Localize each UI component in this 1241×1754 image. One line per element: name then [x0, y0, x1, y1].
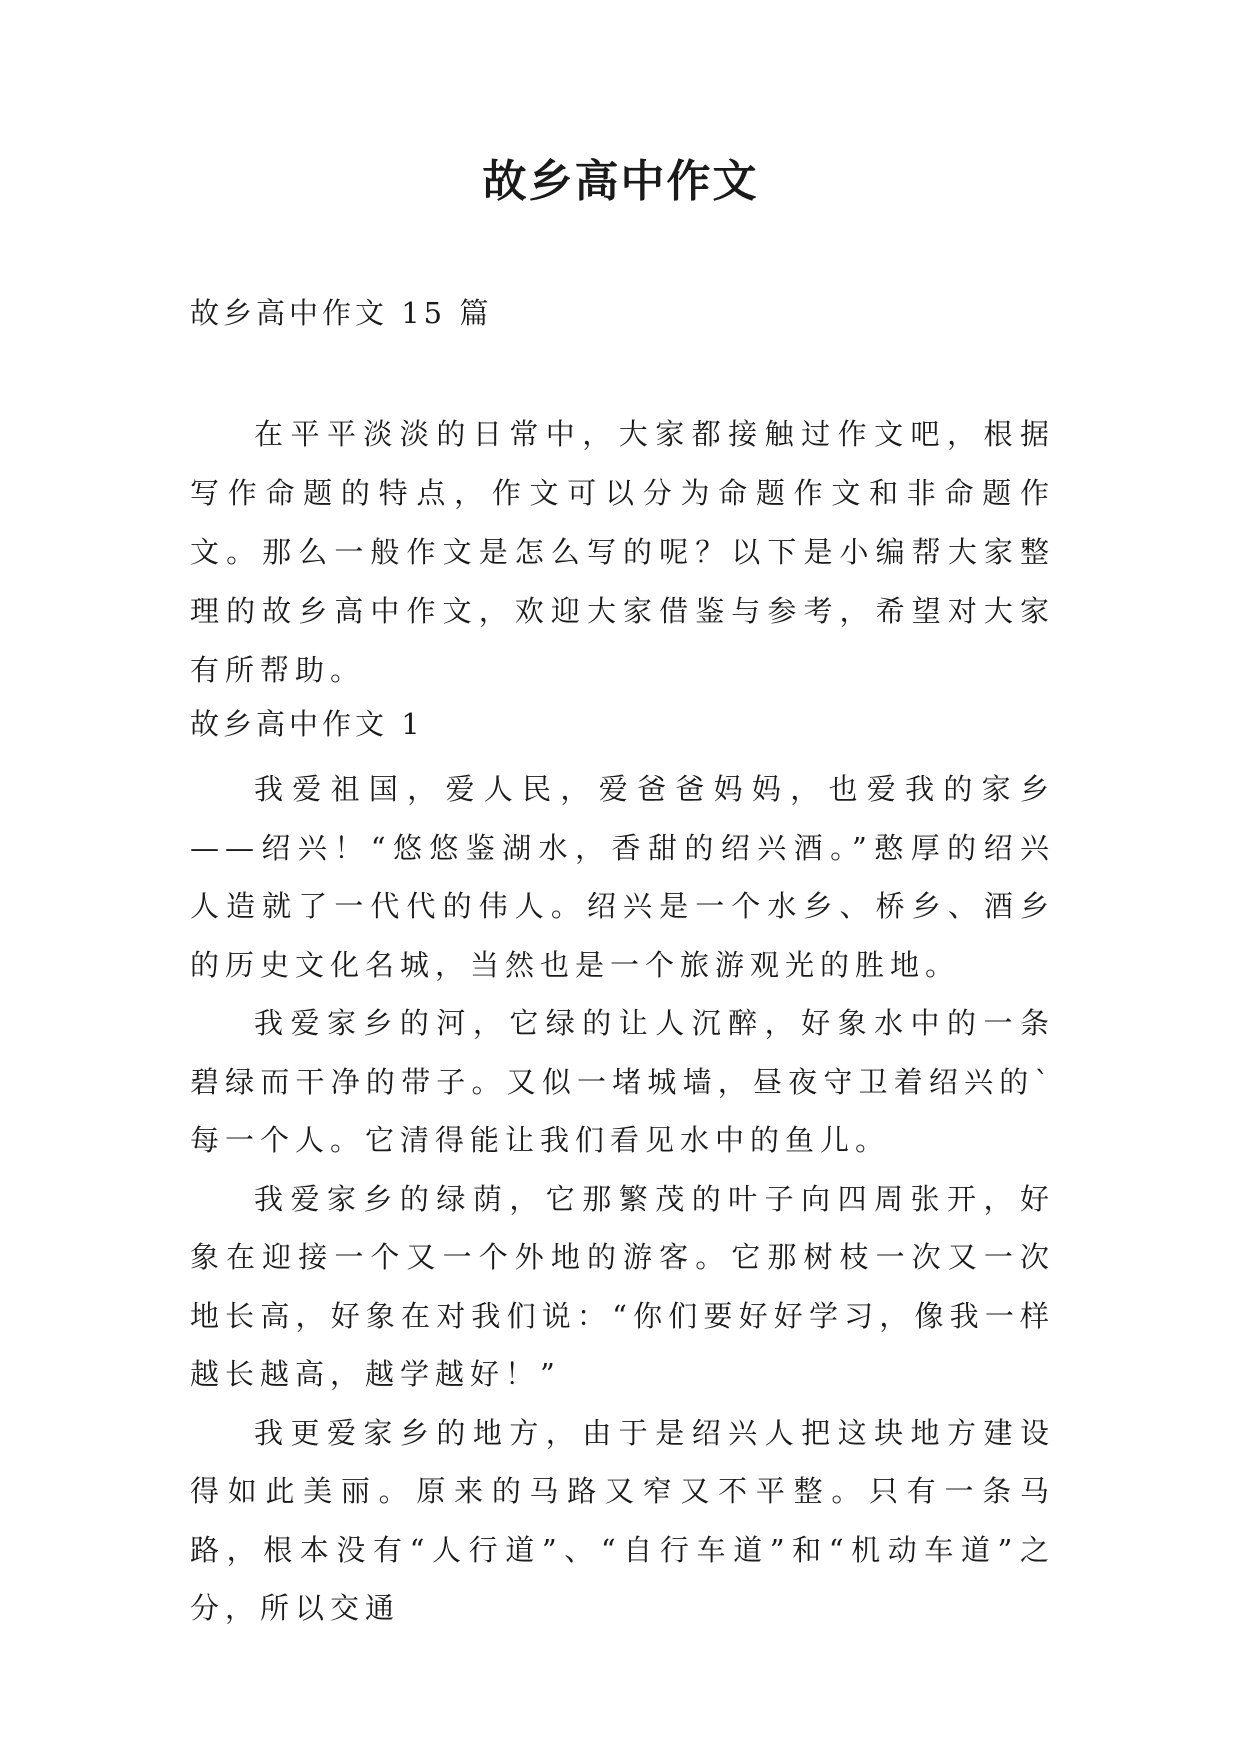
- essay-paragraph: 我爱家乡的河，它绿的让人沉醉，好象水中的一条碧绿而干净的带子。又似一堵城墙，昼夜守卫着绍兴的`每一个人。它清得能让我们看见水中的鱼儿。: [190, 1006, 1055, 1157]
- document-subtitle: 故乡高中作文 15 篇: [190, 296, 493, 330]
- document-title: 故乡高中作文: [482, 156, 759, 207]
- essay-paragraph: 我更爱家乡的地方，由于是绍兴人把这块地方建设得如此美丽。原来的马路又窄又不平整。只有一条马路，根本没有“人行道”、“自行车道”和“机动车道”之分，所以交通: [190, 1415, 1055, 1625]
- essay-paragraph: 我爱祖国，爱人民，爱爸爸妈妈，也爱我的家乡——绍兴！“悠悠鉴湖水，香甜的绍兴酒。”憨厚的绍兴人造就了一代代的伟人。绍兴是一个水乡、桥乡、酒乡的历史文化名城，当然也是一个旅游观光的胜地。: [190, 772, 1055, 982]
- section-title: 故乡高中作文 1: [190, 707, 424, 741]
- essay-body: [190, 760, 1055, 1638]
- intro-paragraph: 在平平淡淡的日常中，大家都接触过作文吧，根据写作命题的特点，作文可以分为命题作文和非命题作文。那么一般作文是怎么写的呢？以下是小编帮大家整理的故乡高中作文，欢迎大家借鉴与参考，希望对大家有所帮助。: [190, 417, 1055, 687]
- essay-paragraph: 我爱家乡的绿荫，它那繁茂的叶子向四周张开，好象在迎接一个又一个外地的游客。它那树枝一次又一次地长高，好象在对我们说：“你们要好好学习，像我一样越长越高，越学越好！”: [190, 1181, 1055, 1391]
